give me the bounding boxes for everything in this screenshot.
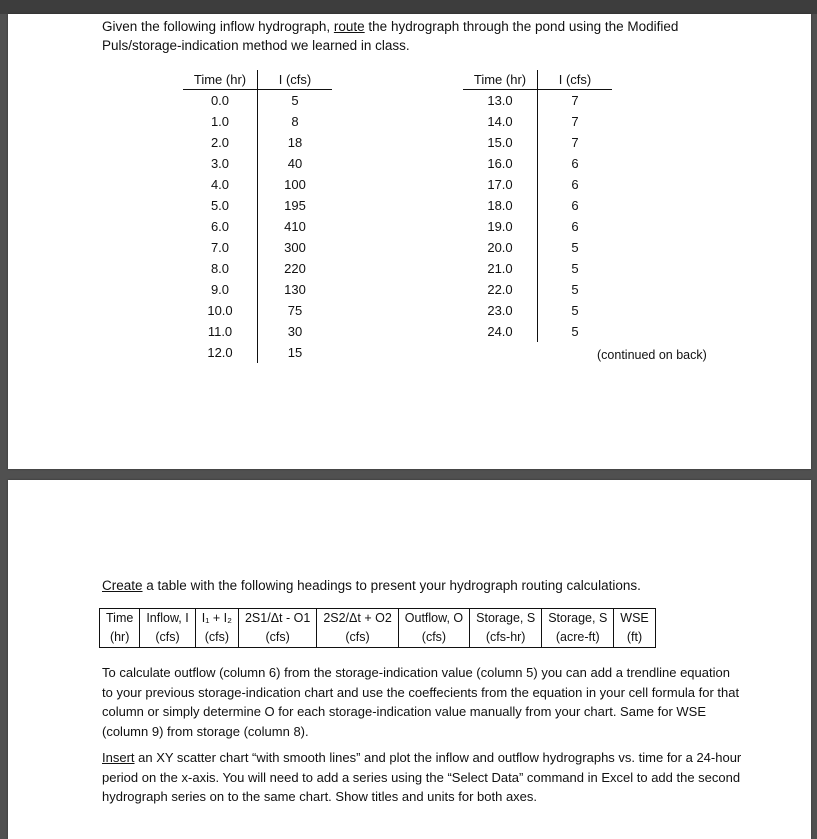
time-cell: 16.0 xyxy=(487,156,513,171)
table-row xyxy=(183,216,332,237)
insert-link[interactable]: Insert xyxy=(102,750,135,765)
table-row xyxy=(183,258,332,279)
chart-instruction xyxy=(102,748,742,807)
inflow-cell: 75 xyxy=(258,300,333,321)
time-cell: 9.0 xyxy=(210,282,230,297)
create-link[interactable]: Create xyxy=(102,578,143,593)
table-row xyxy=(183,321,332,342)
time-cell: 12.0 xyxy=(207,345,233,360)
table-row xyxy=(183,132,332,153)
heading-cell: Storage, S xyxy=(470,609,542,629)
header-inflow: I (cfs) xyxy=(258,70,333,90)
inflow-cell: 100 xyxy=(258,174,333,195)
time-cell: 8.0 xyxy=(210,261,230,276)
table-row xyxy=(463,321,612,342)
inflow-cell: 300 xyxy=(258,237,333,258)
routing-headings-table xyxy=(99,608,656,648)
header-inflow: I (cfs) xyxy=(538,70,613,90)
table-row xyxy=(183,111,332,132)
time-cell: 7.0 xyxy=(210,240,230,255)
continued-note: (continued on back) xyxy=(597,348,707,362)
time-cell: 3.0 xyxy=(210,156,230,171)
time-cell: 6.0 xyxy=(210,219,230,234)
time-cell: 14.0 xyxy=(487,114,513,129)
table-row xyxy=(463,237,612,258)
viewer-top-bar xyxy=(0,0,817,14)
inflow-table-left xyxy=(183,70,332,363)
heading-cell: (cfs) xyxy=(140,628,195,648)
chart-instruction-text: an XY scatter chart “with smooth lines” and plot the inflow and outflow hydrographs vs. time for a 24-hour period on the x-axis. You will need to add a series using the “Select Data” command in Excel to add the second hydrograph series on to the same chart. Show titles and units for both axes. xyxy=(102,750,742,804)
heading-cell: 2S1/Δt - O1 xyxy=(238,609,316,629)
time-cell: 5.0 xyxy=(210,198,230,213)
time-cell: 2.0 xyxy=(210,135,230,150)
heading-cell: (acre-ft) xyxy=(542,628,614,648)
table-row xyxy=(463,258,612,279)
inflow-cell: 6 xyxy=(538,174,613,195)
time-cell: 22.0 xyxy=(487,282,513,297)
outflow-instruction: To calculate outflow (column 6) from the storage-indication value (column 5) you can add a trendline equation to your previous storage-indication chart and use the coeffecients from the equation in your cell formula for that column or simply determine O for each storage-indication value manually from your chart. Same for WSE (column 9) from storage (column 8). xyxy=(102,665,740,739)
heading-cell: I₁ + I₂ xyxy=(195,609,238,629)
route-link[interactable]: route xyxy=(333,19,365,34)
time-cell: 1.0 xyxy=(210,114,230,129)
inflow-cell: 40 xyxy=(258,153,333,174)
heading-cell: (cfs) xyxy=(317,628,398,648)
heading-cell: Outflow, O xyxy=(398,609,469,629)
time-cell: 15.0 xyxy=(487,135,513,150)
inflow-cell: 5 xyxy=(538,258,613,279)
inflow-cell: 7 xyxy=(538,90,613,112)
inflow-cell: 7 xyxy=(538,132,613,153)
heading-cell: Inflow, I xyxy=(140,609,195,629)
inflow-cell: 5 xyxy=(538,300,613,321)
heading-cell: (cfs) xyxy=(238,628,316,648)
inflow-cell: 5 xyxy=(538,237,613,258)
time-cell: 4.0 xyxy=(210,177,230,192)
create-instruction xyxy=(102,578,641,593)
table-row xyxy=(463,300,612,321)
inflow-cell: 6 xyxy=(538,216,613,237)
inflow-cell: 5 xyxy=(538,279,613,300)
heading-cell: Time xyxy=(100,609,140,629)
inflow-cell: 6 xyxy=(538,153,613,174)
heading-cell: 2S2/Δt + O2 xyxy=(317,609,398,629)
inflow-table-right xyxy=(463,70,612,342)
inflow-cell: 130 xyxy=(258,279,333,300)
time-cell: 10.0 xyxy=(207,303,233,318)
header-time: Time (hr) xyxy=(183,70,258,90)
heading-cell: WSE xyxy=(614,609,655,629)
inflow-cell: 410 xyxy=(258,216,333,237)
table-row xyxy=(183,342,332,363)
time-cell: 13.0 xyxy=(487,93,513,108)
page-2 xyxy=(8,480,811,839)
intro-post: the hydrograph through the pond using the Modified Puls/storage-indication method we learned in class. xyxy=(102,19,679,53)
table-row xyxy=(463,216,612,237)
table-row xyxy=(463,90,612,112)
table-row xyxy=(463,195,612,216)
table-row xyxy=(463,132,612,153)
table-row xyxy=(183,300,332,321)
inflow-cell: 7 xyxy=(538,111,613,132)
inflow-cell: 5 xyxy=(258,90,333,112)
create-post: a table with the following headings to present your hydrograph routing calculations. xyxy=(142,578,641,593)
heading-cell: (cfs) xyxy=(398,628,469,648)
intro-paragraph xyxy=(102,17,742,55)
inflow-cell: 30 xyxy=(258,321,333,342)
header-time: Time (hr) xyxy=(463,70,538,90)
time-cell: 23.0 xyxy=(487,303,513,318)
intro-pre: Given the following inflow hydrograph, xyxy=(102,19,334,34)
heading-cell: (hr) xyxy=(100,628,140,648)
inflow-cell: 220 xyxy=(258,258,333,279)
table-row xyxy=(183,90,332,112)
heading-cell: (ft) xyxy=(614,628,655,648)
table-row xyxy=(463,153,612,174)
heading-cell: Storage, S xyxy=(542,609,614,629)
heading-cell: (cfs-hr) xyxy=(470,628,542,648)
inflow-cell: 8 xyxy=(258,111,333,132)
time-cell: 17.0 xyxy=(487,177,513,192)
heading-row-top xyxy=(100,609,656,629)
page-1 xyxy=(8,14,811,469)
time-cell: 19.0 xyxy=(487,219,513,234)
table-row xyxy=(183,279,332,300)
time-cell: 18.0 xyxy=(487,198,513,213)
inflow-cell: 5 xyxy=(538,321,613,342)
table-row xyxy=(463,174,612,195)
table-row xyxy=(463,111,612,132)
table-row xyxy=(183,195,332,216)
heading-cell: (cfs) xyxy=(195,628,238,648)
table-row xyxy=(183,153,332,174)
time-cell: 0.0 xyxy=(210,93,230,108)
inflow-cell: 15 xyxy=(258,342,333,363)
heading-row-bottom xyxy=(100,628,656,648)
time-cell: 21.0 xyxy=(487,261,513,276)
inflow-cell: 18 xyxy=(258,132,333,153)
inflow-cell: 6 xyxy=(538,195,613,216)
time-cell: 11.0 xyxy=(207,324,233,339)
time-cell: 24.0 xyxy=(487,324,513,339)
time-cell: 20.0 xyxy=(487,240,513,255)
table-row xyxy=(463,279,612,300)
table-row xyxy=(183,174,332,195)
table-row xyxy=(183,237,332,258)
inflow-cell: 195 xyxy=(258,195,333,216)
